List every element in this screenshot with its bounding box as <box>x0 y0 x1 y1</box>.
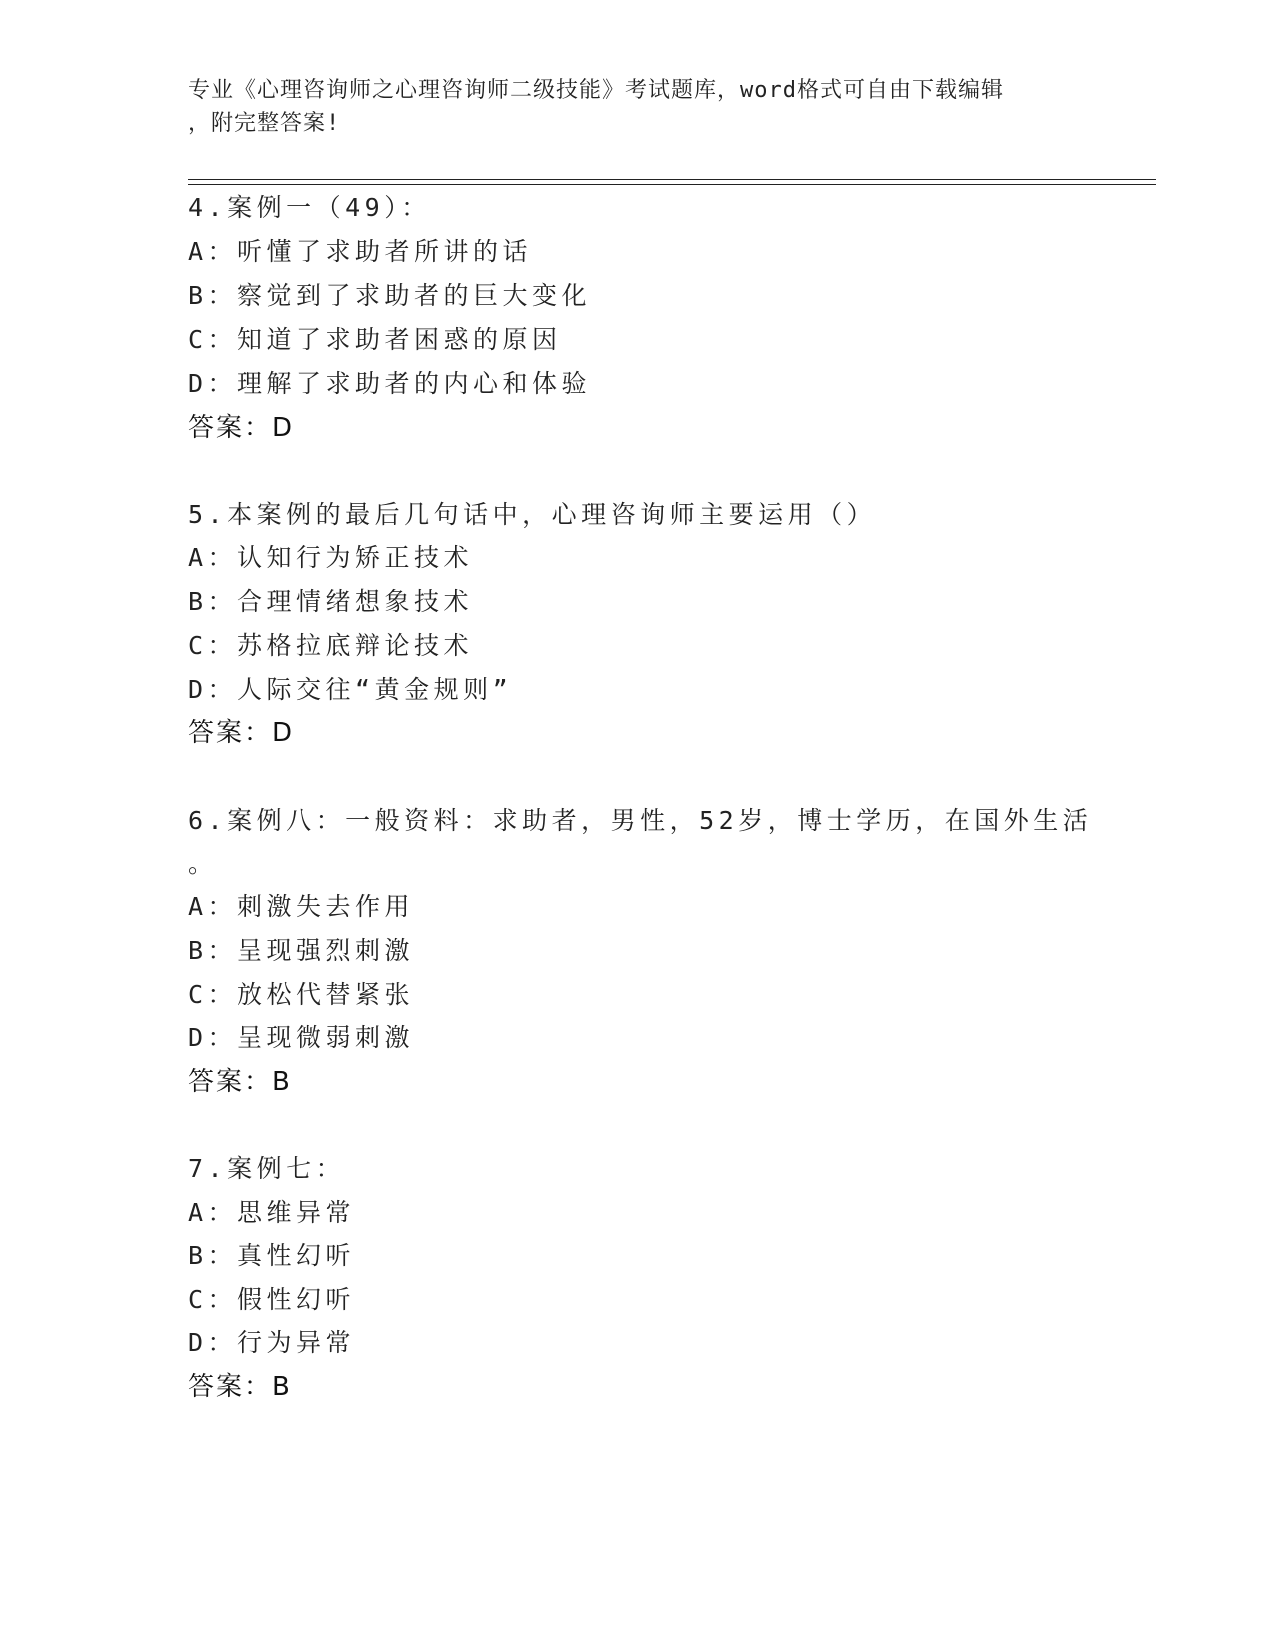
question-7-option-b: B：真性幻听 <box>188 1241 356 1270</box>
question-6-option-a: A：刺激失去作用 <box>188 892 415 921</box>
document-header <box>188 74 1068 140</box>
question-7-option-c: C：假性幻听 <box>188 1285 356 1314</box>
question-6-option-d: D：呈现微弱刺激 <box>188 1023 415 1052</box>
question-5-stem: 5.本案例的最后几句话中，心理咨询师主要运用（） <box>188 500 877 529</box>
header-line-1: 专业《心理咨询师之心理咨询师二级技能》考试题库，word格式可自由下载编辑 <box>188 78 1004 103</box>
question-4-stem: 4.案例一（49）： <box>188 193 431 222</box>
question-7-option-a: A：思维异常 <box>188 1198 356 1227</box>
question-7-stem: 7.案例七： <box>188 1154 346 1183</box>
question-7-answer: 答案：B <box>188 1372 292 1402</box>
question-4-option-c: C：知道了求助者困惑的原因 <box>188 325 562 354</box>
question-4-option-d: D：理解了求助者的内心和体验 <box>188 369 592 398</box>
question-4-option-a: A：听懂了求助者所讲的话 <box>188 237 533 266</box>
question-5-answer: 答案：D <box>188 718 295 748</box>
question-6-stem: 6.案例八：一般资料：求助者，男性，52岁，博士学历，在国外生活 <box>188 806 1093 835</box>
question-6-answer: 答案：B <box>188 1067 292 1097</box>
question-5-option-b: B：合理情绪想象技术 <box>188 587 474 616</box>
question-5-option-c: C：苏格拉底辩论技术 <box>188 631 474 660</box>
header-divider-top <box>188 179 1156 180</box>
question-4-option-b: B：察觉到了求助者的巨大变化 <box>188 281 592 310</box>
header-line-2: ，附完整答案! <box>188 111 341 136</box>
header-divider-bottom <box>188 184 1156 185</box>
question-6-option-b: B：呈现强烈刺激 <box>188 936 415 965</box>
question-7-option-d: D：行为异常 <box>188 1328 356 1357</box>
question-6-stem-continuation: 。 <box>188 849 218 878</box>
question-6-option-c: C：放松代替紧张 <box>188 980 415 1009</box>
question-5-option-a: A：认知行为矫正技术 <box>188 543 474 572</box>
question-5-option-d: D：人际交往“黄金规则” <box>188 675 513 704</box>
question-4-answer: 答案：D <box>188 413 295 443</box>
